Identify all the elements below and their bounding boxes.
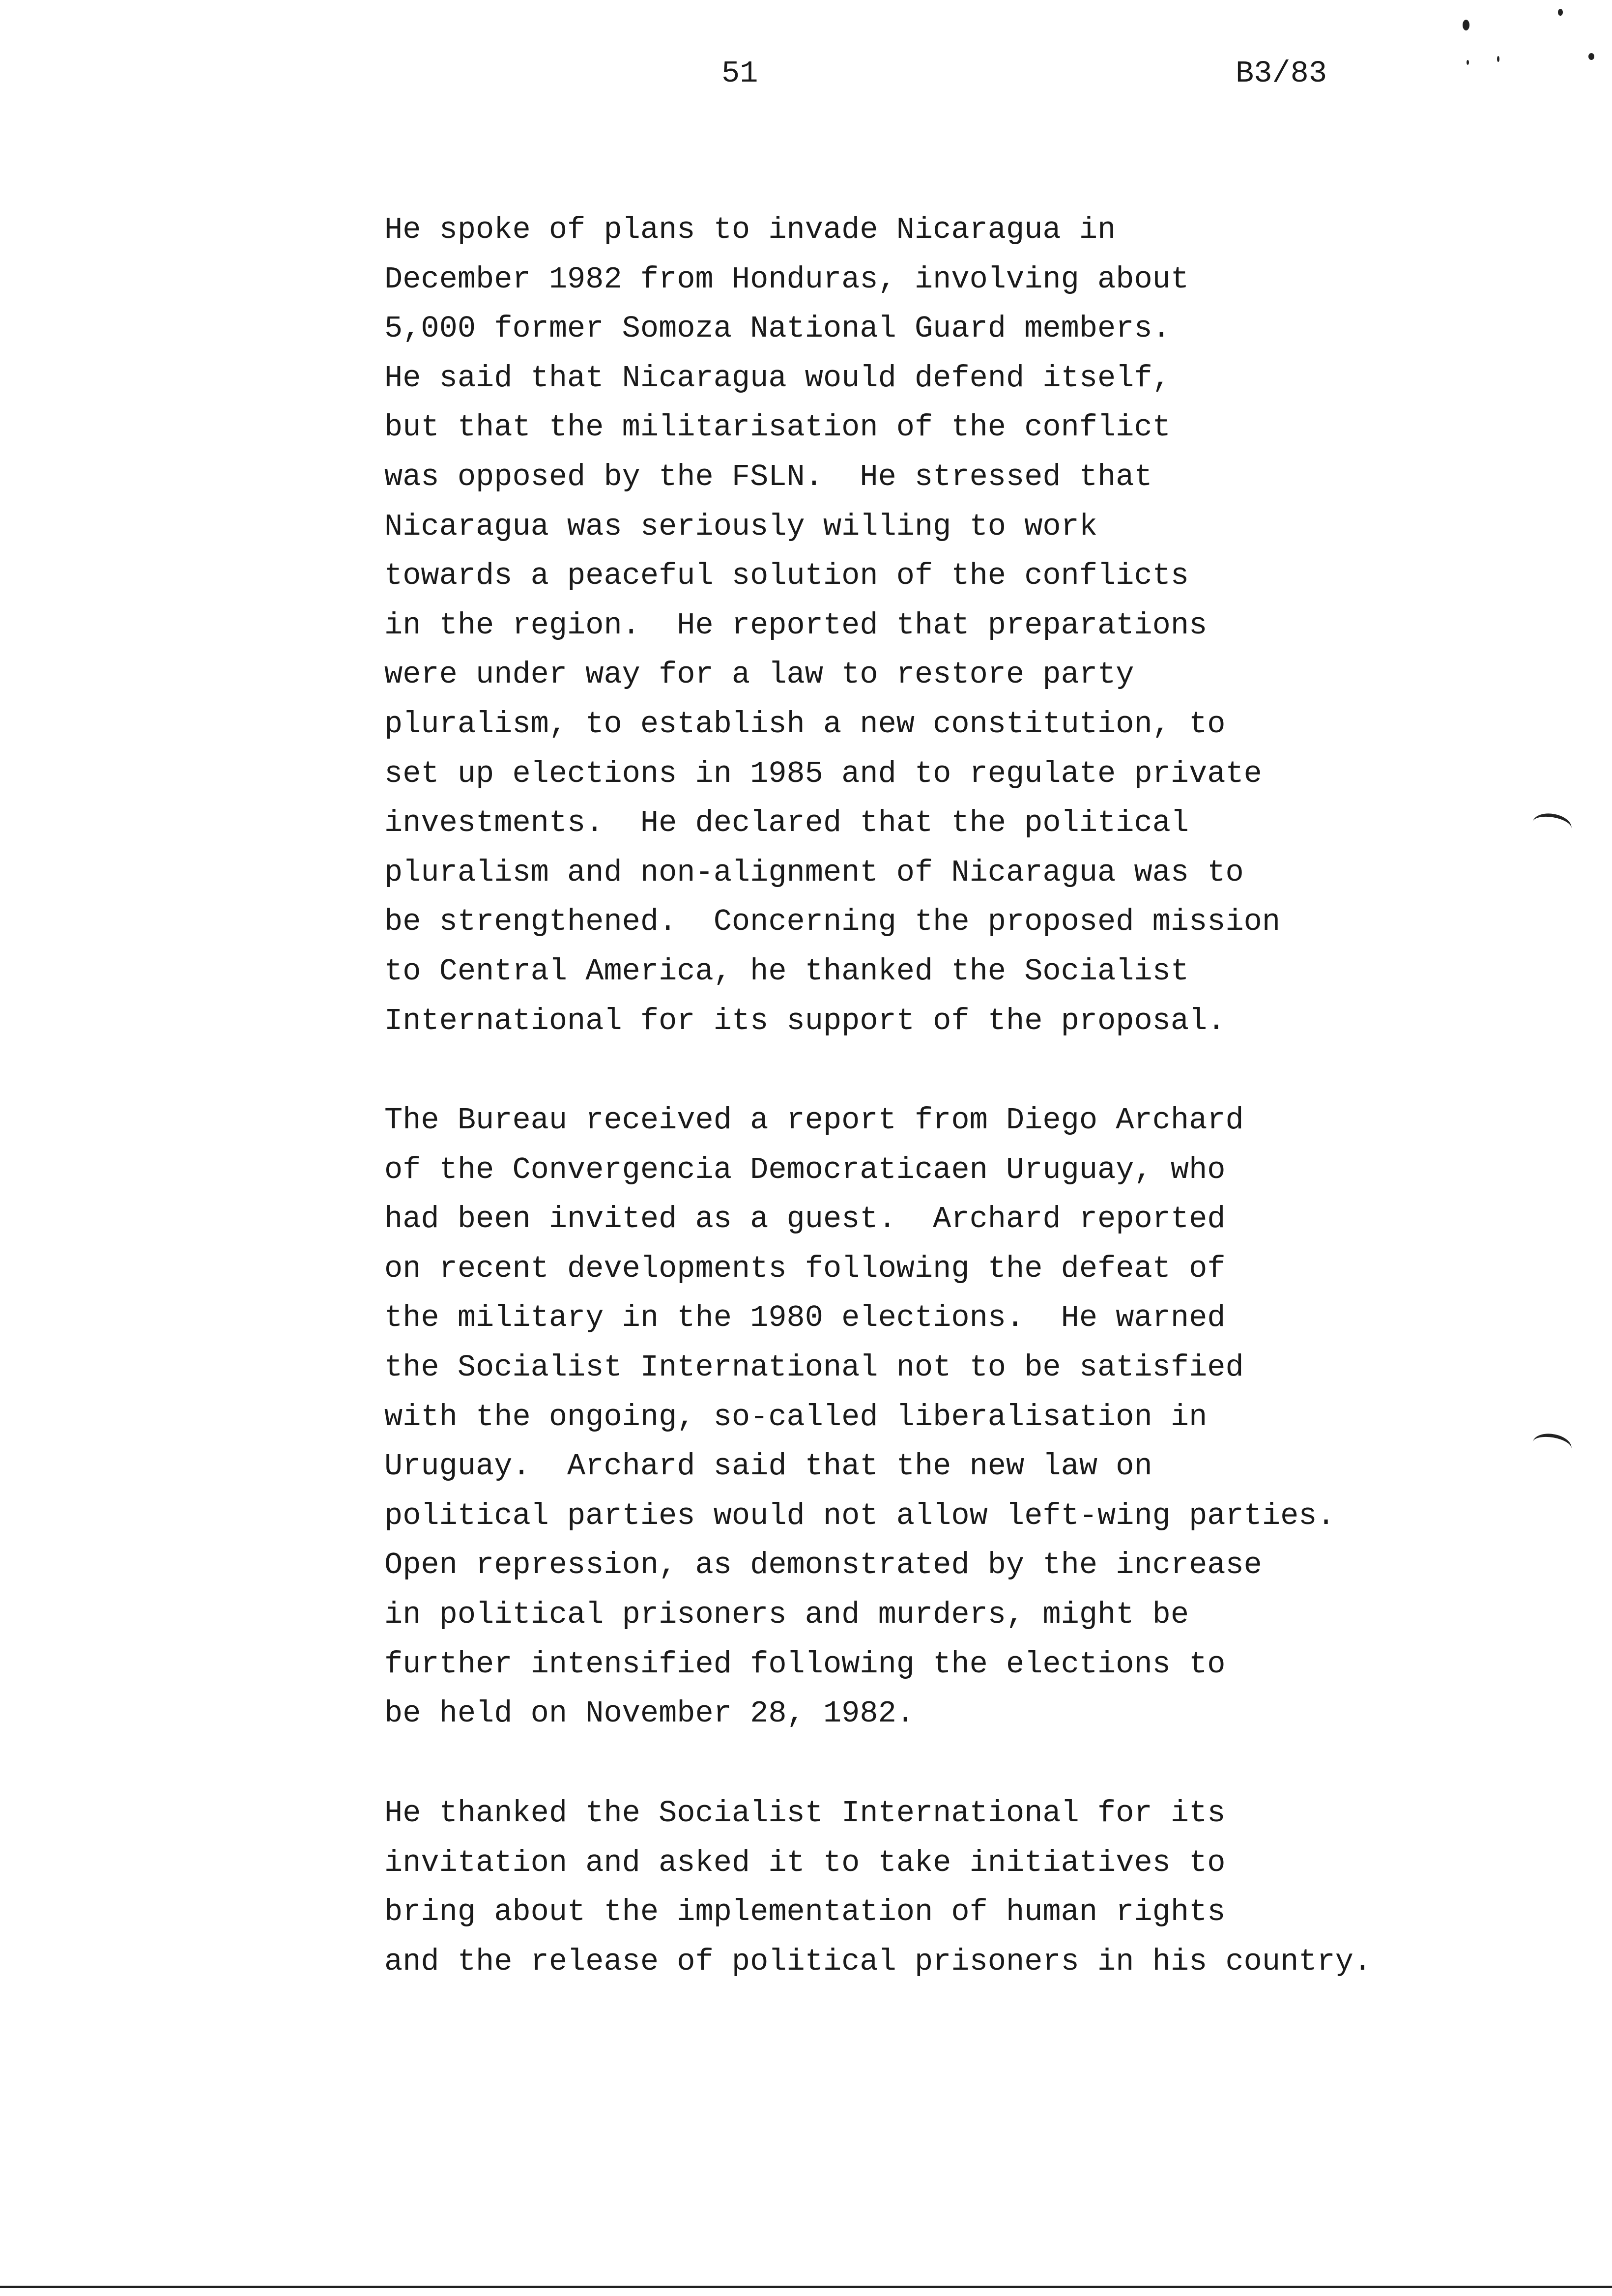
text-line: The Bureau received a report from Diego Archard: [384, 1103, 1244, 1138]
text-line: on recent developments following the defeat of: [384, 1251, 1226, 1286]
text-line: Open repression, as demonstrated by the increase: [384, 1548, 1262, 1583]
text-line: of the Convergencia Democraticaen Uruguay, who: [384, 1152, 1226, 1187]
text-line: He said that Nicaragua would defend itself,: [384, 360, 1171, 396]
text-line: invitation and asked it to take initiatives to: [384, 1845, 1226, 1880]
text-line: He spoke of plans to invade Nicaragua in: [384, 212, 1116, 247]
scan-speck: [1463, 20, 1469, 30]
text-line: but that the militarisation of the conflict: [384, 410, 1171, 445]
text-line: Nicaragua was seriously willing to work: [384, 509, 1098, 544]
text-line: December 1982 from Honduras, involving about: [384, 261, 1189, 297]
text-line: investments. He declared that the political: [384, 805, 1189, 841]
text-line: the military in the 1980 elections. He warned: [384, 1300, 1226, 1336]
page-number: 51: [721, 56, 758, 91]
paragraph-nicaragua-report: [384, 205, 1280, 1046]
document-reference: B3/83: [1236, 56, 1327, 91]
scan-speck: [1588, 53, 1594, 60]
margin-mark: [1531, 810, 1574, 840]
text-line: 5,000 former Somoza National Guard members.: [384, 311, 1171, 346]
text-line: be strengthened. Concerning the proposed mission: [384, 904, 1281, 940]
scan-speck: [1467, 60, 1469, 65]
text-line: in the region. He reported that preparations: [384, 607, 1208, 643]
text-line: further intensified following the elections to: [384, 1646, 1226, 1682]
text-line: to Central America, he thanked the Socialist: [384, 953, 1189, 989]
text-line: Uruguay. Archard said that the new law on: [384, 1449, 1152, 1484]
text-line: political parties would not allow left-wing parties.: [384, 1498, 1335, 1533]
page-bottom-edge: [0, 2286, 1612, 2288]
text-line: International for its support of the proposal.: [384, 1003, 1226, 1038]
text-line: were under way for a law to restore party: [384, 657, 1134, 692]
text-line: pluralism and non-alignment of Nicaragua was to: [384, 855, 1244, 890]
text-line: towards a peaceful solution of the conflicts: [384, 558, 1189, 594]
margin-mark: [1531, 1431, 1574, 1460]
text-line: be held on November 28, 1982.: [384, 1696, 915, 1731]
text-line: set up elections in 1985 and to regulate private: [384, 756, 1262, 791]
text-line: bring about the implementation of human rights: [384, 1894, 1226, 1930]
scan-speck: [1558, 9, 1563, 16]
text-line: the Socialist International not to be satisfied: [384, 1349, 1244, 1385]
text-line: was opposed by the FSLN. He stressed that: [384, 459, 1152, 494]
text-line: had been invited as a guest. Archard reported: [384, 1202, 1226, 1237]
text-line: with the ongoing, so-called liberalisation in: [384, 1399, 1208, 1435]
text-line: He thanked the Socialist International for its: [384, 1796, 1226, 1831]
text-line: in political prisoners and murders, might be: [384, 1597, 1189, 1632]
text-line: pluralism, to establish a new constitution, to: [384, 706, 1226, 742]
scan-speck: [1497, 56, 1499, 62]
text-line: and the release of political prisoners in his country.: [384, 1944, 1372, 1979]
paragraph-uruguay-report: [384, 1096, 1335, 1739]
paragraph-thanks: [384, 1789, 1372, 1986]
